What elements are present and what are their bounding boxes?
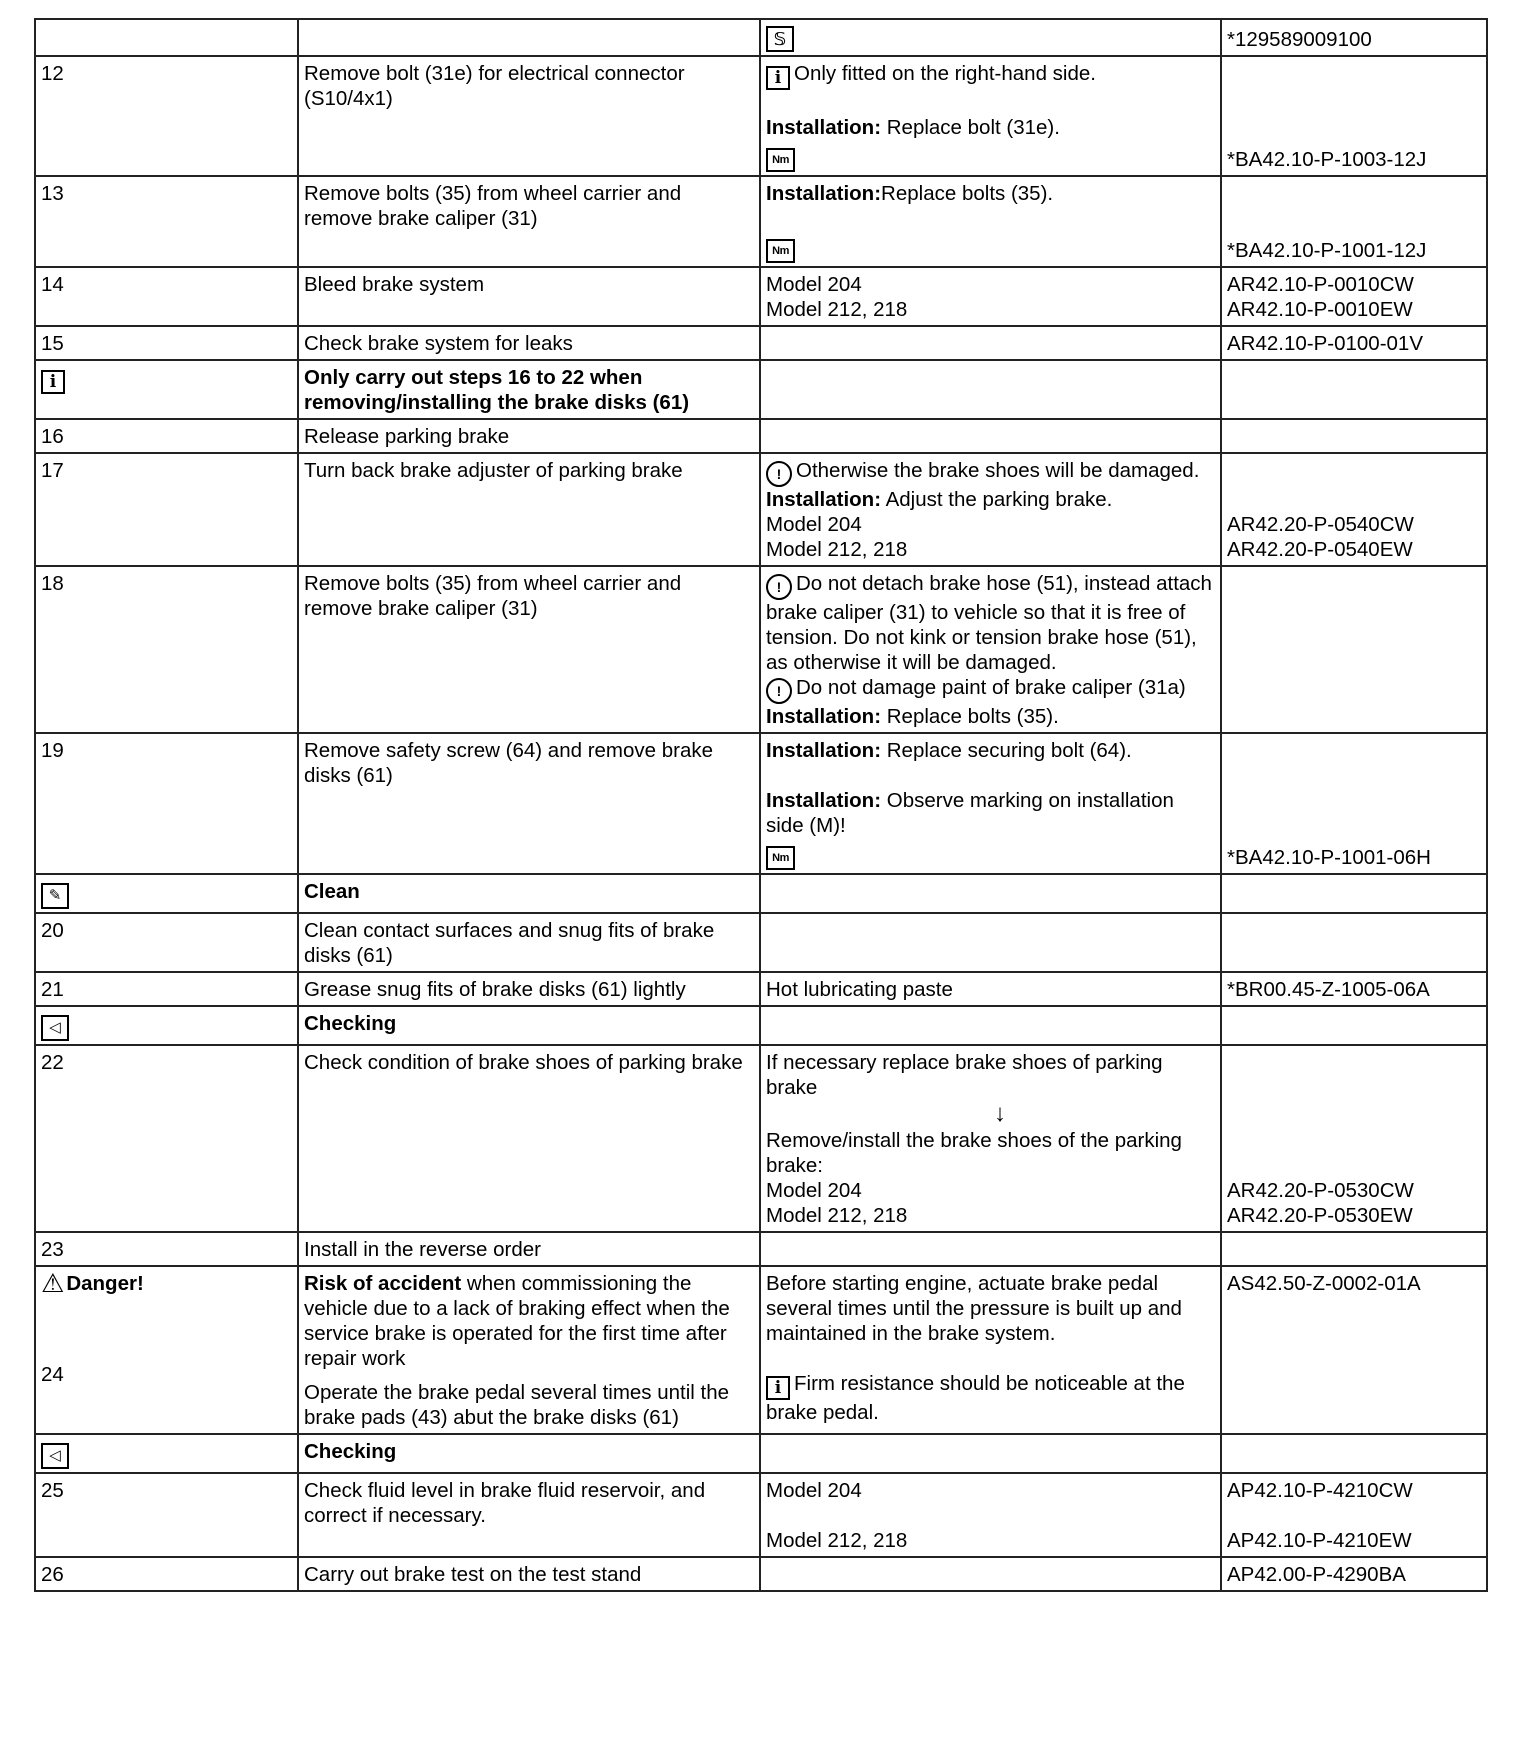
installation-note	[766, 181, 1214, 206]
spacer	[41, 1296, 291, 1362]
reference-cell	[1221, 360, 1487, 419]
warn-note	[766, 675, 1214, 704]
danger-label	[41, 1268, 291, 1298]
operation-cell	[298, 913, 760, 972]
notes-cell	[760, 1266, 1221, 1434]
operation-text: Clean contact surfaces and snug fits of brake disks (61)	[304, 919, 715, 967]
warning-icon: !	[766, 678, 792, 704]
installation-note	[766, 738, 1214, 763]
note-text: If necessary replace brake shoes of parking brake	[766, 1051, 1163, 1099]
operation-cell	[298, 1266, 760, 1434]
reference-cell	[1221, 566, 1487, 733]
operation-text: Carry out brake test on the test stand	[304, 1563, 642, 1586]
step-cell	[35, 326, 298, 360]
table-row	[35, 566, 1487, 733]
table-row	[35, 453, 1487, 566]
reference-code: *BR00.45-Z-1005-06A	[1227, 978, 1430, 1001]
operation-cell	[298, 1557, 760, 1591]
note-text: Otherwise the brake shoes will be damaged.	[796, 459, 1200, 482]
operation-text: Remove bolts (35) from wheel carrier and remove brake caliper (31)	[304, 572, 682, 620]
torque-nm-icon: Nm	[766, 148, 795, 172]
reference-code: *BA42.10-P-1001-06H	[1227, 846, 1431, 869]
note-text: Before starting engine, actuate brake pedal several times until the pressure is built up and maintained in the brake system.	[766, 1272, 1182, 1345]
reference-cell	[1221, 972, 1487, 1006]
info-note	[766, 1371, 1214, 1425]
operation-cell	[298, 1232, 760, 1266]
note-text: Observe marking on installation side (M)!	[766, 789, 1174, 837]
table-row	[35, 733, 1487, 874]
reference-cell	[1221, 267, 1487, 326]
info-icon: i	[766, 66, 790, 90]
operation-cell	[298, 874, 760, 913]
notes-cell	[760, 19, 1221, 56]
reference-code: AS42.50-Z-0002-01A	[1227, 1272, 1421, 1295]
step-cell	[35, 874, 298, 913]
note-text: Model 212, 218	[766, 1529, 908, 1552]
reference-cell	[1221, 56, 1487, 176]
operation-text: Check condition of brake shoes of parking brake	[304, 1051, 743, 1074]
danger-rest: when commissioning the vehicle due to a lack of braking effect when the service brake is operated for the first time after repair work	[304, 1272, 730, 1370]
table-row	[35, 1232, 1487, 1266]
reference-cell	[1221, 874, 1487, 913]
table-row	[35, 913, 1487, 972]
table-row	[35, 1006, 1487, 1045]
notes-cell	[760, 566, 1221, 733]
notes-cell	[760, 1434, 1221, 1473]
step-number: 15	[41, 332, 64, 355]
notes-cell	[760, 56, 1221, 176]
reference-code: AR42.20-P-0530CW	[1227, 1179, 1414, 1202]
note-text: Model 212, 218	[766, 298, 908, 321]
torque-line	[766, 838, 1214, 870]
info-icon: i	[766, 1376, 790, 1400]
reference-cell	[1221, 419, 1487, 453]
danger-triangle-icon: ⚠	[41, 1268, 65, 1298]
reference-code: AP42.00-P-4290BA	[1227, 1563, 1406, 1586]
note-text: Adjust the parking brake.	[881, 488, 1113, 511]
step-number: 20	[41, 919, 64, 942]
spacer	[766, 763, 1214, 788]
reference-code: AR42.20-P-0540EW	[1227, 538, 1413, 561]
spacer	[766, 1346, 1214, 1371]
torque-line	[766, 140, 1214, 172]
reference-code: AR42.10-P-0100-01V	[1227, 332, 1424, 355]
installation-label: Installation:	[766, 182, 882, 205]
operation-cell	[298, 176, 760, 267]
step-cell	[35, 419, 298, 453]
table-row	[35, 56, 1487, 176]
installation-note	[766, 115, 1214, 140]
down-arrow-icon: ↓	[994, 1100, 1006, 1127]
notes-cell	[760, 1006, 1221, 1045]
spacer	[766, 206, 1214, 231]
step-cell	[35, 360, 298, 419]
table-row	[35, 1557, 1487, 1591]
section-heading: Checking	[304, 1440, 397, 1463]
reference-cell	[1221, 176, 1487, 267]
note-text: Model 204	[766, 1479, 862, 1502]
step-cell	[35, 453, 298, 566]
step-cell	[35, 1473, 298, 1557]
operation-text: Remove bolt (31e) for electrical connector (S10/4x1)	[304, 62, 685, 110]
note-text: Replace securing bolt (64).	[881, 739, 1132, 762]
table-row	[35, 19, 1487, 56]
reference-cell	[1221, 326, 1487, 360]
table-row	[35, 1045, 1487, 1232]
step-cell	[35, 733, 298, 874]
step-number: 22	[41, 1051, 64, 1074]
operation-text: Bleed brake system	[304, 273, 485, 296]
table-row	[35, 1434, 1487, 1473]
step-cell	[35, 1045, 298, 1232]
notes-cell	[760, 176, 1221, 267]
operation-text: Check fluid level in brake fluid reservoir, and correct if necessary.	[304, 1479, 706, 1527]
step-number: 13	[41, 182, 64, 205]
operation-text: Check brake system for leaks	[304, 332, 573, 355]
note-text: Model 204	[766, 273, 862, 296]
reference-cell	[1221, 733, 1487, 874]
installation-note	[766, 788, 1214, 838]
danger-text: Danger!	[66, 1272, 144, 1295]
operation-text: Operate the brake pedal several times until the brake pads (43) abut the brake disks (61)	[304, 1381, 730, 1429]
note-text: Model 204	[766, 513, 862, 536]
notes-cell	[760, 1557, 1221, 1591]
table-row	[35, 267, 1487, 326]
section-heading: Checking	[304, 1012, 397, 1035]
operation-cell	[298, 419, 760, 453]
operation-cell	[298, 1045, 760, 1232]
note-text: Model 212, 218	[766, 538, 908, 561]
info-note	[766, 61, 1214, 90]
reference-code: *BA42.10-P-1001-12J	[1227, 239, 1427, 262]
step-cell	[35, 1266, 298, 1434]
reference-cell	[1221, 1045, 1487, 1232]
notes-cell	[760, 453, 1221, 566]
step-cell	[35, 1232, 298, 1266]
reference-cell	[1221, 19, 1487, 56]
operation-cell	[298, 1473, 760, 1557]
operation-cell	[298, 267, 760, 326]
step-number: 19	[41, 739, 64, 762]
operation-text: Remove bolts (35) from wheel carrier and remove brake caliper (31)	[304, 182, 682, 230]
table-row	[35, 1473, 1487, 1557]
checking-icon: ◁	[41, 1443, 69, 1469]
operation-cell	[298, 1006, 760, 1045]
reference-code: AP42.10-P-4210EW	[1227, 1529, 1412, 1552]
step-number: 21	[41, 978, 64, 1001]
notes-cell	[760, 913, 1221, 972]
section-heading: Only carry out steps 16 to 22 when removing/installing the brake disks (61)	[304, 366, 690, 414]
table-row	[35, 326, 1487, 360]
procedure-table	[34, 18, 1488, 1592]
operation-cell	[298, 566, 760, 733]
reference-cell	[1221, 1266, 1487, 1434]
table-row	[35, 419, 1487, 453]
step-cell	[35, 566, 298, 733]
notes-cell	[760, 326, 1221, 360]
reference-cell	[1221, 1232, 1487, 1266]
step-number: 26	[41, 1563, 64, 1586]
installation-label: Installation:	[766, 789, 882, 812]
step-number: 17	[41, 459, 64, 482]
note-text: Remove/install the brake shoes of the parking brake:	[766, 1129, 1182, 1177]
reference-cell	[1221, 453, 1487, 566]
notes-cell	[760, 360, 1221, 419]
note-text: Replace bolts (35).	[881, 182, 1054, 205]
notes-cell	[760, 972, 1221, 1006]
warn-note	[766, 458, 1214, 487]
warning-icon: !	[766, 461, 792, 487]
spacer	[1227, 1503, 1480, 1528]
installation-label: Installation:	[766, 488, 882, 511]
installation-note	[766, 704, 1214, 729]
reference-code: *129589009100	[1227, 28, 1372, 51]
notes-cell	[760, 419, 1221, 453]
reference-code: AP42.10-P-4210CW	[1227, 1479, 1413, 1502]
notes-cell	[760, 267, 1221, 326]
operation-text: Remove safety screw (64) and remove brake disks (61)	[304, 739, 714, 787]
step-cell	[35, 1434, 298, 1473]
installation-label: Installation:	[766, 116, 882, 139]
note-text: Model 212, 218	[766, 1204, 908, 1227]
reference-code: AR42.10-P-0010EW	[1227, 298, 1413, 321]
installation-label: Installation:	[766, 739, 882, 762]
reference-code: AR42.20-P-0540CW	[1227, 513, 1414, 536]
operation-cell	[298, 733, 760, 874]
installation-label: Installation:	[766, 705, 882, 728]
tool-line	[766, 24, 1214, 52]
reference-cell	[1221, 1557, 1487, 1591]
operation-text: Turn back brake adjuster of parking brake	[304, 459, 683, 482]
reference-code: AR42.10-P-0010CW	[1227, 273, 1414, 296]
table-row	[35, 874, 1487, 913]
note-text: Do not damage paint of brake caliper (31a)	[796, 676, 1186, 699]
warning-icon: !	[766, 574, 792, 600]
operation-cell	[298, 1434, 760, 1473]
table-row	[35, 1266, 1487, 1434]
spacer	[766, 90, 1214, 115]
step-number: 18	[41, 572, 64, 595]
note-text: Do not detach brake hose (51), instead attach brake caliper (31) to vehicle so that it is free of tension. Do not kink or tension brake hose (51), as otherwise it will be damaged.	[766, 572, 1212, 674]
section-heading: Clean	[304, 880, 360, 903]
installation-note	[766, 487, 1214, 512]
note-text: Replace bolt (31e).	[881, 116, 1060, 139]
torque-nm-icon: Nm	[766, 846, 795, 870]
operation-text: Grease snug fits of brake disks (61) lightly	[304, 978, 686, 1001]
step-cell	[35, 1557, 298, 1591]
reference-cell	[1221, 1006, 1487, 1045]
notes-cell	[760, 1473, 1221, 1557]
spacer	[766, 1503, 1214, 1528]
operation-text: Install in the reverse order	[304, 1238, 542, 1261]
step-number: 14	[41, 273, 64, 296]
danger-description	[304, 1271, 753, 1371]
note-text: Hot lubricating paste	[766, 978, 953, 1001]
operation-cell	[298, 453, 760, 566]
operation-cell	[298, 972, 760, 1006]
special-tool-icon: 𝕊	[766, 26, 794, 52]
step-cell	[35, 176, 298, 267]
reference-cell	[1221, 913, 1487, 972]
info-icon: i	[41, 370, 65, 394]
step-cell	[35, 19, 298, 56]
step-number: 12	[41, 62, 64, 85]
checking-icon: ◁	[41, 1015, 69, 1041]
reference-code: *BA42.10-P-1003-12J	[1227, 148, 1427, 171]
note-text: Firm resistance should be noticeable at the brake pedal.	[766, 1372, 1185, 1424]
table-row	[35, 176, 1487, 267]
step-cell	[35, 1006, 298, 1045]
step-number: 23	[41, 1238, 64, 1261]
notes-cell	[760, 1045, 1221, 1232]
table-row	[35, 972, 1487, 1006]
notes-cell	[760, 874, 1221, 913]
warn-note	[766, 571, 1214, 675]
operation-cell	[298, 19, 760, 56]
note-text: Replace bolts (35).	[881, 705, 1059, 728]
spacer	[304, 1371, 753, 1380]
operation-cell	[298, 360, 760, 419]
step-number: 16	[41, 425, 64, 448]
table-row	[35, 360, 1487, 419]
notes-cell	[760, 1232, 1221, 1266]
notes-cell	[760, 733, 1221, 874]
step-cell	[35, 267, 298, 326]
torque-nm-icon: Nm	[766, 239, 795, 263]
operation-cell	[298, 326, 760, 360]
reference-code: AR42.20-P-0530EW	[1227, 1204, 1413, 1227]
torque-line	[766, 231, 1214, 263]
reference-cell	[1221, 1473, 1487, 1557]
clean-icon: ✎	[41, 883, 69, 909]
step-cell	[35, 913, 298, 972]
operation-text: Release parking brake	[304, 425, 510, 448]
danger-heading: Risk of accident	[304, 1272, 462, 1295]
step-number: 24	[41, 1363, 64, 1386]
reference-cell	[1221, 1434, 1487, 1473]
step-cell	[35, 972, 298, 1006]
operation-cell	[298, 56, 760, 176]
step-cell	[35, 56, 298, 176]
note-text: Model 204	[766, 1179, 862, 1202]
note-text: Only fitted on the right-hand side.	[794, 62, 1096, 85]
step-number: 25	[41, 1479, 64, 1502]
